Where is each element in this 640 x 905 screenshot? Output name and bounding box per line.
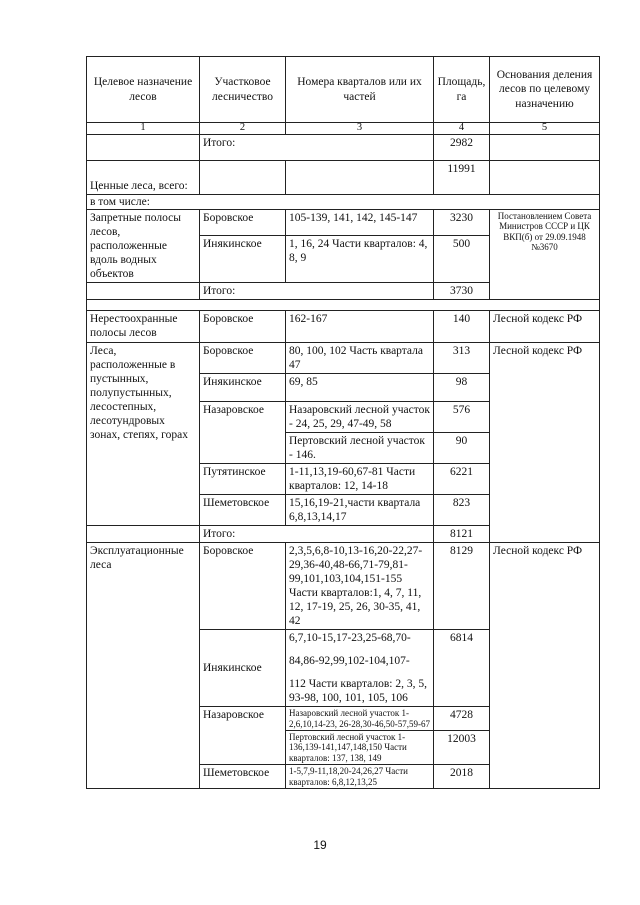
header-purpose: Целевое назначение лесов xyxy=(87,57,200,123)
quarters-line: 112 Части кварталов: 2, 3, 5, 93-98, 100, 101, 105, 106 xyxy=(289,678,427,705)
total-label: Итого: xyxy=(200,526,434,543)
column-number: 3 xyxy=(286,123,434,135)
basis-decree: Постановлением Совета Министров СССР и ЦК ВКП(б) от 29.09.1948 №3670 xyxy=(490,210,600,300)
forestry-name: Назаровское xyxy=(200,707,286,765)
quarters-value: 105-139, 141, 142, 145-147 xyxy=(286,210,434,236)
quarters-list: 2,3,5,6,8-10,13-16,20-22,27-29,36-40,48-66,71-79,81-99,101,103,104,151-155 xyxy=(289,545,423,586)
basis-value: Лесной кодекс РФ xyxy=(490,311,600,343)
quarters-line: 84,86-92,99,102-104,107- xyxy=(289,655,410,668)
header-forestry: Участковое лесничество xyxy=(200,57,286,123)
quarters-value: Назаровский лесной участок - 24, 25, 29, 47-49, 58 xyxy=(286,402,434,433)
deserts-label: Леса, расположенные в пустынных, полупустынных, лесостепных, лесотундровых зонах, степях, горах xyxy=(87,343,200,526)
quarters-value: 1-5,7,9-11,18,20-24,26,27 Части кварталов: 6,8,12,13,25 xyxy=(286,765,434,789)
forestry-name: Шеметовское xyxy=(200,495,286,526)
quarters-value: Назаровский лесной участок 1-2,6,10,14-23, 26-28,30-46,50-57,59-67 xyxy=(286,707,434,731)
quarters-value: 162-167 xyxy=(286,311,434,343)
quarters-line: 6,7,10-15,17-23,25-68,70- xyxy=(289,632,411,645)
valuable-forests-label: Ценные леса, всего: xyxy=(87,161,200,195)
spawning-strips-label: Нерестоохранные полосы лесов xyxy=(87,311,200,343)
area-value: 500 xyxy=(434,235,490,282)
total-label: Итого: xyxy=(200,283,434,300)
quarters-value: 80, 100, 102 Часть квартала 47 xyxy=(286,343,434,374)
protective-strips-label: Запретные полосы лесов, расположенные вдоль водных объектов xyxy=(87,210,200,283)
quarters-value: 15,16,19-21,части квартала 6,8,13,14,17 xyxy=(286,495,434,526)
including-label: в том числе: xyxy=(87,195,600,210)
area-value: 576 xyxy=(434,402,490,433)
area-value: 6221 xyxy=(434,464,490,495)
area-value: 3230 xyxy=(434,210,490,236)
total-label: Итого: xyxy=(200,135,434,161)
column-number-row xyxy=(87,123,600,135)
area-value: 4728 xyxy=(434,707,490,731)
header-basis: Основания деления лесов по целевому назначению xyxy=(490,57,600,123)
forestry-name: Инякинское xyxy=(200,630,286,707)
quarters-value: 69, 85 xyxy=(286,374,434,402)
forestry-name: Назаровское xyxy=(200,402,286,464)
table-header-row xyxy=(87,57,600,123)
forestry-name: Инякинское xyxy=(200,235,286,282)
table-row-top-total xyxy=(87,135,600,161)
column-number: 4 xyxy=(434,123,490,135)
table-row xyxy=(87,343,600,374)
forestry-name: Путятинское xyxy=(200,464,286,495)
quarters-value: 1-11,13,19-60,67-81 Части кварталов: 12, 14-18 xyxy=(286,464,434,495)
table-row xyxy=(87,543,600,630)
area-value: 2982 xyxy=(434,135,490,161)
table-row-including xyxy=(87,195,600,210)
forest-purpose-table xyxy=(86,56,600,789)
area-value: 6814 xyxy=(434,630,490,707)
column-number: 1 xyxy=(87,123,200,135)
forestry-name: Боровское xyxy=(200,543,286,630)
area-value: 2018 xyxy=(434,765,490,789)
area-value: 823 xyxy=(434,495,490,526)
forestry-name: Боровское xyxy=(200,210,286,236)
forestry-name: Инякинское xyxy=(200,374,286,402)
forestry-name: Боровское xyxy=(200,311,286,343)
area-value: 8129 xyxy=(434,543,490,630)
table-gap-row xyxy=(87,300,600,311)
quarters-value xyxy=(286,543,434,630)
area-value: 3730 xyxy=(434,283,490,300)
basis-value: Лесной кодекс РФ xyxy=(490,543,600,789)
quarters-parts: Части кварталов:1, 4, 7, 11, 12, 17-19, 25, 26, 30-35, 41, 42 xyxy=(289,587,422,628)
basis-value: Лесной кодекс РФ xyxy=(490,343,600,543)
page-number: 19 xyxy=(313,838,327,852)
header-area: Площадь, га xyxy=(434,57,490,123)
area-value: 140 xyxy=(434,311,490,343)
area-value: 8121 xyxy=(434,526,490,543)
forestry-name: Шеметовское xyxy=(200,765,286,789)
quarters-value: Пертовский лесной участок - 146. xyxy=(286,433,434,464)
table-row xyxy=(87,311,600,343)
exploitation-label: Эксплуатационные леса xyxy=(87,543,200,789)
header-quarters: Номера кварталов или их частей xyxy=(286,57,434,123)
table-row-valuable xyxy=(87,161,600,195)
area-value: 12003 xyxy=(434,731,490,765)
area-value: 11991 xyxy=(434,161,490,195)
area-value: 313 xyxy=(434,343,490,374)
forestry-name: Боровское xyxy=(200,343,286,374)
column-number: 5 xyxy=(490,123,600,135)
column-number: 2 xyxy=(200,123,286,135)
quarters-value: Пертовский лесной участок 1-136,139-141,147,148,150 Части кварталов: 137, 138, 149 xyxy=(286,731,434,765)
quarters-value xyxy=(286,630,434,707)
table-row xyxy=(87,210,600,236)
area-value: 90 xyxy=(434,433,490,464)
area-value: 98 xyxy=(434,374,490,402)
quarters-value: 1, 16, 24 Части кварталов: 4, 8, 9 xyxy=(286,235,434,282)
